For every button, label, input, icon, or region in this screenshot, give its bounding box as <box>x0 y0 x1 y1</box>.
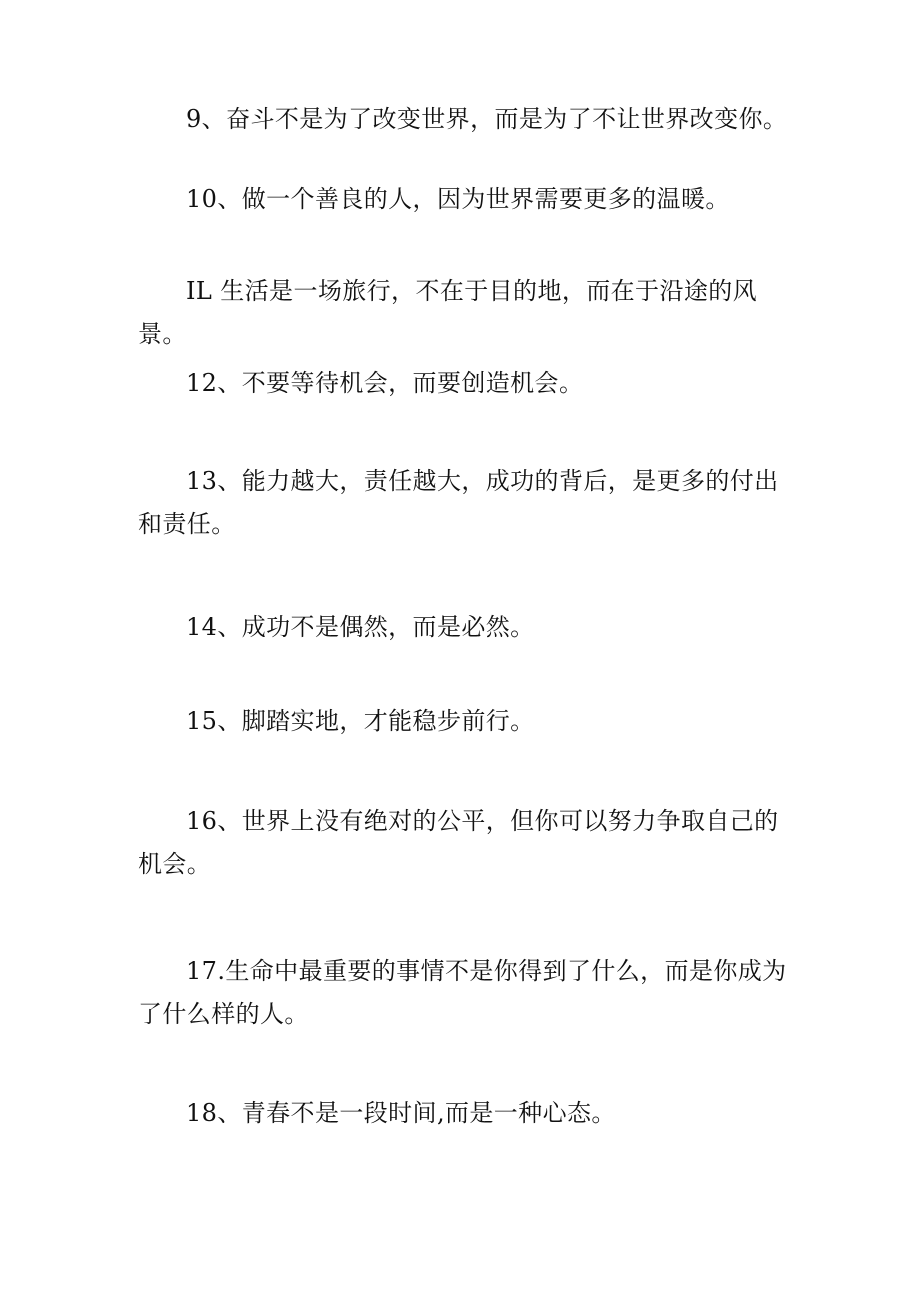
paragraph-18: 18、青春不是一段时间,而是一种心态。 <box>186 1099 616 1127</box>
paragraph-12: 12、不要等待机会，而要创造机会。 <box>186 369 584 397</box>
paragraph-14: 14、成功不是偶然，而是必然。 <box>186 613 535 641</box>
paragraph-15: 15、脚踏实地，才能稳步前行。 <box>186 707 535 735</box>
paragraph-10: 10、做一个善良的人，因为世界需要更多的温暖。 <box>186 185 730 213</box>
paragraph-9: 9、奋斗不是为了改变世界，而是为了不让世界改变你。 <box>186 105 788 133</box>
paragraph-11: IL 生活是一场旅行，不在于目的地，而在于沿途的风景。 <box>138 277 758 348</box>
paragraph-17: 17.生命中最重要的事情不是你得到了什么，而是你成为了什么样的人。 <box>138 957 787 1028</box>
paragraph-13: 13、能力越大，责任越大，成功的背后，是更多的付出和责任。 <box>138 467 779 538</box>
paragraph-16: 16、世界上没有绝对的公平，但你可以努力争取自己的机会。 <box>138 807 779 878</box>
